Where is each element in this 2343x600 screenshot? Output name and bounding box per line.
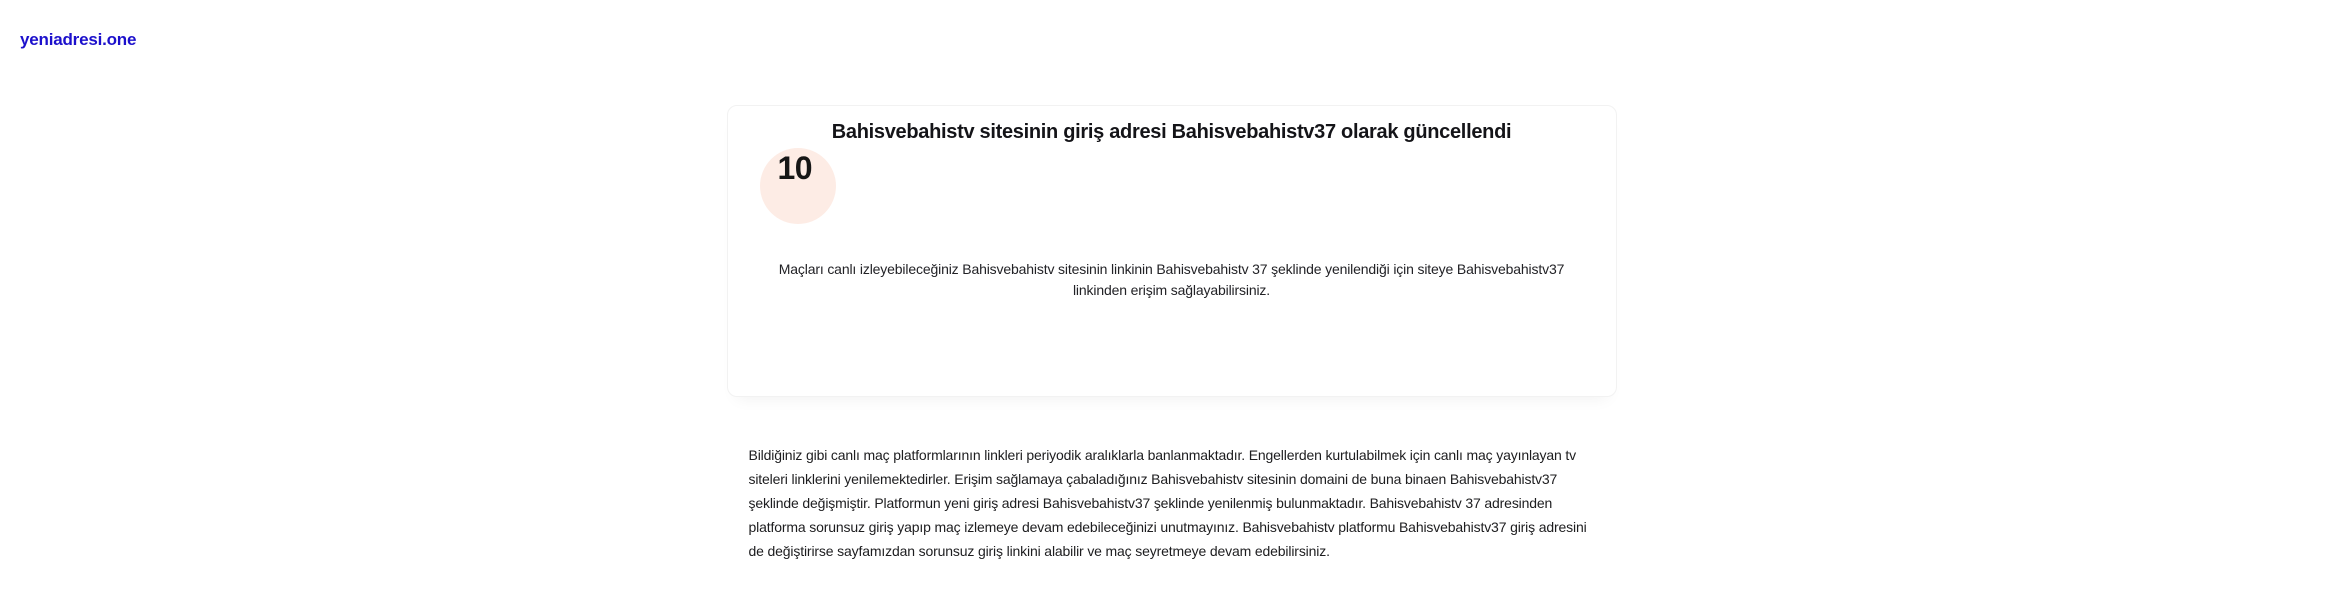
badge-number: 10 bbox=[777, 150, 813, 186]
article-body-paragraph: Bildiğiniz gibi canlı maç platformlarının linkleri periyodik aralıklarla banlanmaktadır. Engellerden kurtulabilmek için canlı maç yayınlayan tv siteleri linklerini yenilemektedirler. Erişim sağlamaya çabaladığınız Bahisvebahistv sitesinin domaini de buna binaen Bahisvebahistv37 şeklinde değişmiştir. Platformun yeni giriş adresi Bahisvebahistv37 şeklinde yenilenmiş bulunmaktadır. Bahisvebahistv 37 adresinden platforma sorunsuz giriş yapıp maç izlemeye devam edebileceğinizi unutmayınız. Bahisvebahistv platformu Bahisvebahistv37 giriş adresini de değiştirirse sayfamızdan sorunsuz giriş linkini alabilir ve maç seyretmeye devam edebilirsiniz. bbox=[748, 447, 1587, 559]
article-intro-paragraph: Maçları canlı izleyebileceğiniz Bahisvebahistv sitesinin linkinin Bahisvebahistv 37 şeklinde yenilendiği için siteye Bahisvebahistv37 linkinden erişim sağlayabilirsiniz. bbox=[778, 261, 1565, 298]
article-header-card bbox=[727, 105, 1617, 397]
site-logo-link[interactable]: yeniadresi.one bbox=[20, 30, 137, 49]
site-header bbox=[20, 30, 136, 50]
article-column bbox=[727, 105, 1617, 563]
article-title: Bahisvebahistv sitesinin giriş adresi Bahisvebahistv37 olarak güncellendi bbox=[831, 121, 1512, 143]
article-number-badge bbox=[760, 148, 836, 224]
